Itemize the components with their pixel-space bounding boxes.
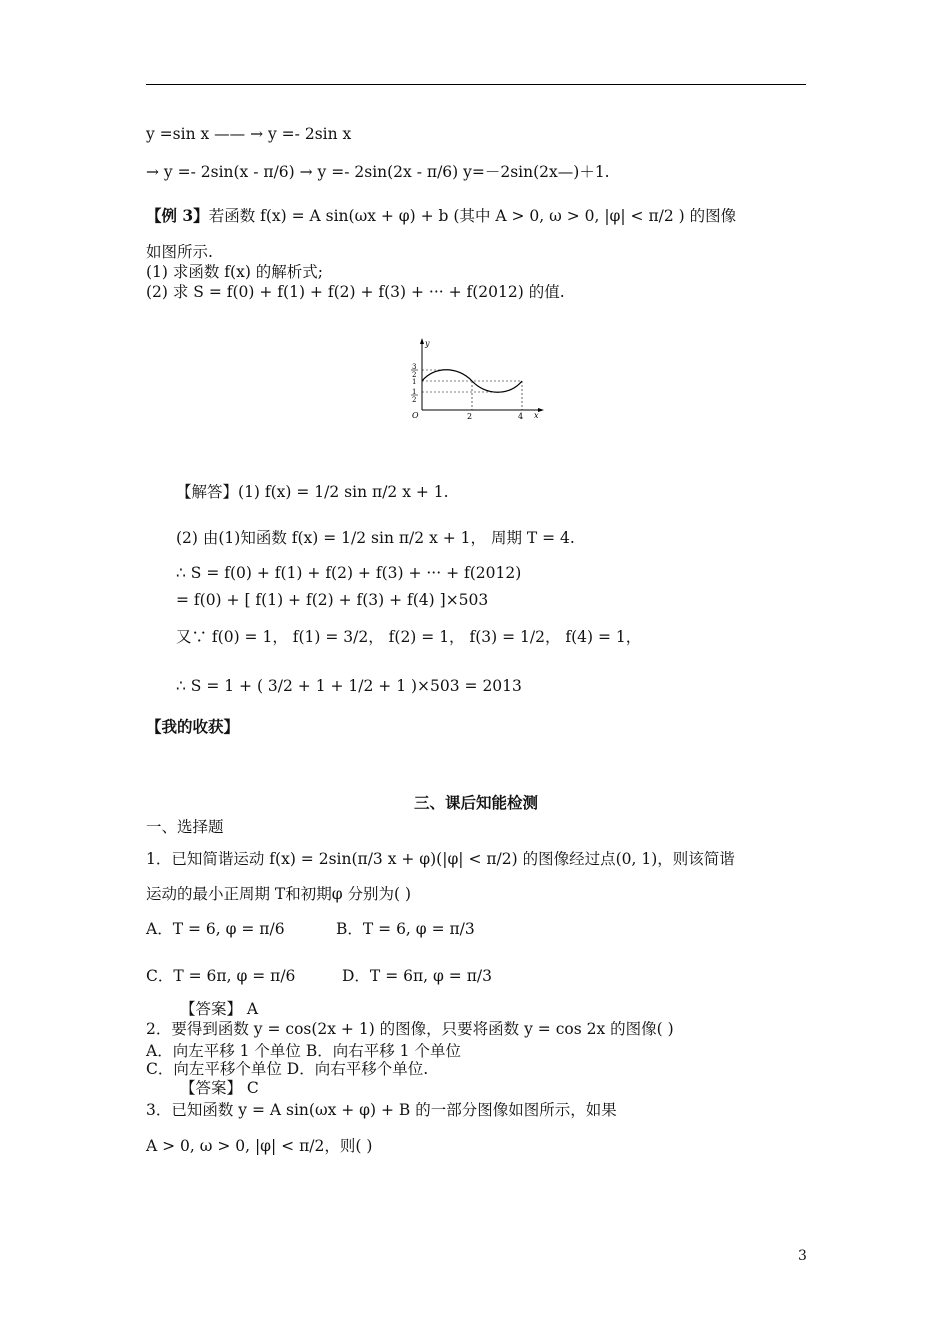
page-number: 3 (798, 1248, 807, 1264)
question-2-options-cd: C．向左平移个单位 D．向右平移个单位. (146, 1060, 429, 1078)
x-tick-2: 2 (467, 412, 473, 421)
solution-sum-line-2: = f(0) + [ f(1) + f(2) + f(3) + f(4) ]×503 (176, 591, 489, 609)
transform-line-1: y =sin x —— → y =- 2sin x (146, 125, 352, 143)
solution-part-1-text: (1) f(x) = 1/2 sin π/2 x + 1. (238, 483, 449, 501)
y-tick-three: 3 (412, 363, 417, 371)
y-tick-one: 1 (412, 378, 417, 386)
sine-graph (400, 338, 550, 422)
y-axis-label: y (425, 339, 430, 348)
y-tick-two: 2 (412, 371, 417, 379)
x-tick-4: 4 (518, 412, 524, 421)
solution-values-line: 又∵ f(0) = 1， f(1) = 3/2， f(2) = 1， f(3) = 1/2， f(4) = 1， (176, 628, 642, 646)
question-1-option-d: D．T = 6π, φ = π/3 (342, 967, 492, 985)
question-2-options-ab: A．向左平移 1 个单位 B．向右平移 1 个单位 (146, 1042, 461, 1060)
question-2-answer: 【答案】 C (180, 1079, 259, 1097)
question-1-answer: 【答案】 A (180, 1000, 259, 1018)
example-3-continued: 如图所示. (146, 243, 213, 261)
y-tick-half-num: 1 (412, 388, 417, 396)
example-3-question-1: (1) 求函数 f(x) 的解析式; (146, 263, 324, 281)
section-3-heading: 三、课后知能检测 (413, 793, 538, 812)
example-3-text: 若函数 f(x) = A sin(ωx + φ) + b (其中 A > 0, ω > 0, |φ| < π/2 ) 的图像 (208, 207, 737, 225)
example-3-question-2: (2) 求 S = f(0) + f(1) + f(2) + f(3) + ··· + f(2012) 的值. (146, 283, 565, 301)
header-rule (146, 84, 806, 85)
question-3: 3．已知函数 y = A sin(ωx + φ) + B 的一部分图像如图所示，如果 (146, 1101, 617, 1119)
solution-part-1 (176, 482, 449, 502)
harvest-heading: 【我的收获】 (146, 717, 240, 736)
example-3-statement (146, 206, 736, 226)
y-axis-arrow (420, 338, 424, 344)
x-axis-arrow (538, 408, 544, 412)
y-tick-half-den: 2 (412, 396, 417, 404)
question-1-option-a: A．T = 6, φ = π/6 (146, 920, 285, 938)
solution-label: 【解答】 (176, 483, 239, 501)
example-3-label: 【例 3】 (146, 206, 209, 225)
question-1-continued: 运动的最小正周期 T和初期φ 分别为( ) (146, 885, 412, 903)
question-1-option-b: B．T = 6, φ = π/3 (336, 920, 475, 938)
x-axis-label: x (534, 411, 539, 420)
origin-label: O (412, 411, 419, 420)
transform-line-2: → y =- 2sin(x - π/6) → y =- 2sin(2x - π/6) y=－2sin(2x—)＋1. (146, 163, 610, 181)
question-2: 2．要得到函数 y = cos(2x + 1) 的图像，只要将函数 y = cos 2x 的图像( ) (146, 1020, 674, 1038)
solution-part-2: (2) 由(1)知函数 f(x) = 1/2 sin π/2 x + 1， 周期 T = 4. (176, 529, 575, 547)
solution-sum-line-1: ∴ S = f(0) + f(1) + f(2) + f(3) + ··· + f(2012) (176, 564, 522, 582)
question-1-option-c: C．T = 6π, φ = π/6 (146, 967, 296, 985)
choice-section-heading: 一、选择题 (146, 818, 224, 836)
question-3-continued: A > 0, ω > 0, |φ| < π/2，则( ) (146, 1137, 373, 1155)
solution-result-line: ∴ S = 1 + ( 3/2 + 1 + 1/2 + 1 )×503 = 2013 (176, 677, 522, 695)
question-1: 1．已知简谐运动 f(x) = 2sin(π/3 x + φ)(|φ| < π/2) 的图像经过点(0, 1)，则该简谐 (146, 850, 735, 868)
